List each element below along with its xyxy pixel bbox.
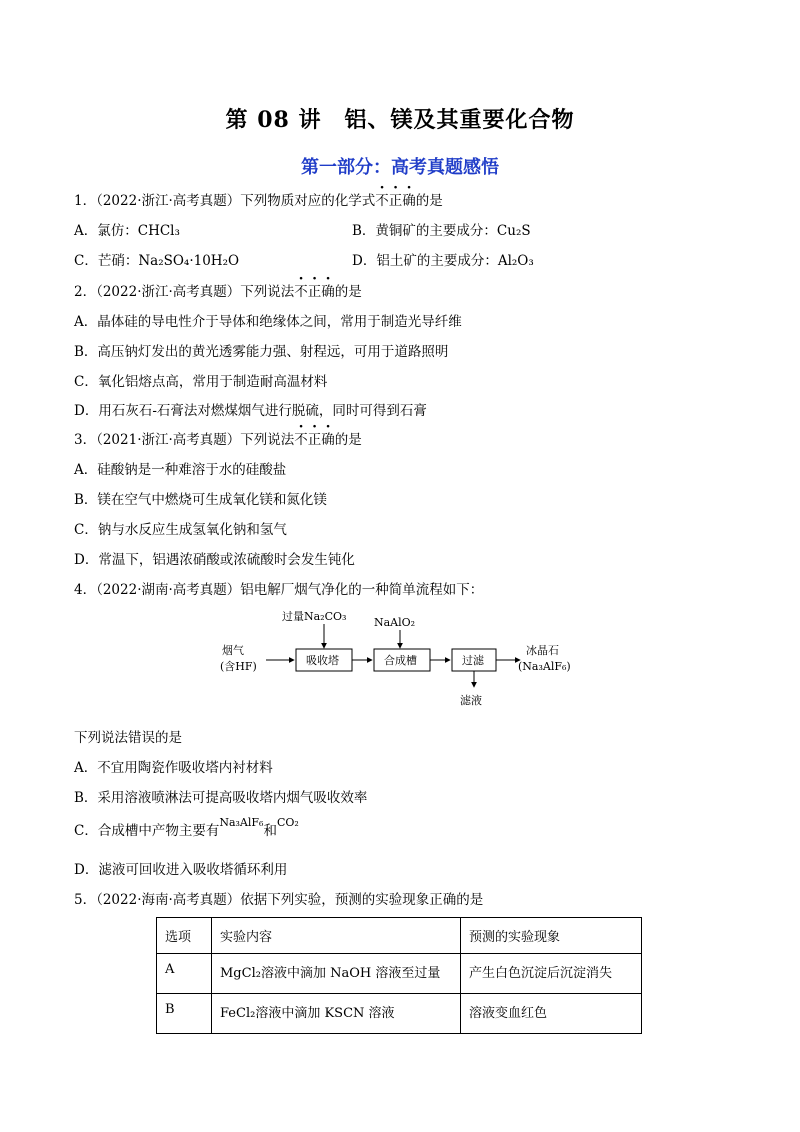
question-2-stem: 2．（2022·浙江·高考真题）下列说法不正确的是 [74, 284, 362, 300]
question-1-stem: 1．（2022·浙江·高考真题）下列物质对应的化学式不正确的是 [74, 193, 443, 209]
table-cell: 产生白色沉淀后沉淀消失 [461, 954, 642, 994]
question-2-option-b: B．高压钠灯发出的黄光透雾能力强、射程远，可用于道路照明 [74, 344, 449, 360]
table-row [157, 954, 642, 994]
question-3-option-b: B．镁在空气中燃烧可生成氧化镁和氮化镁 [74, 492, 327, 508]
process-flow-diagram [220, 608, 580, 712]
table-cell: B [157, 994, 212, 1034]
page-title: 第 08 讲 铝、镁及其重要化合物 [225, 107, 575, 133]
flow-product-label: 冰晶石 [526, 644, 559, 657]
question-2-option-d: D．用石灰石-石膏法对燃煤烟气进行脱硫，同时可得到石膏 [74, 403, 427, 419]
section-heading: 第一部分：高考真题感悟 [301, 157, 499, 178]
question-1-option-a: A．氯仿：CHCl₃ [74, 223, 180, 239]
table-cell: FeCl₂溶液中滴加 KSCN 溶液 [212, 994, 461, 1034]
question-5-stem: 5．（2022·海南·高考真题）依据下列实验，预测的实验现象正确的是 [74, 892, 484, 908]
flow-box-1: 吸收塔 [306, 654, 339, 667]
question-1-option-d: D．铝土矿的主要成分：Al₂O₃ [352, 253, 534, 269]
table-header-cell: 实验内容 [212, 918, 461, 954]
flow-input-label: 烟气 [222, 644, 244, 657]
question-4-option-b: B．采用溶液喷淋法可提高吸收塔内烟气吸收效率 [74, 790, 368, 806]
flow-byproduct: 滤液 [460, 694, 482, 707]
table-row [157, 994, 642, 1034]
flow-reagent-2: NaAlO₂ [374, 616, 416, 629]
table-cell: A [157, 954, 212, 994]
question-3-option-d: D．常温下，铝遇浓硝酸或浓硫酸时会发生钝化 [74, 552, 355, 568]
question-3-stem: 3．（2021·浙江·高考真题）下列说法不正确的是 [74, 432, 362, 448]
table-header-cell: 选项 [157, 918, 212, 954]
question-2-option-c: C．氧化铝熔点高，常用于制造耐高温材料 [74, 374, 328, 390]
flow-box-2: 合成槽 [384, 654, 417, 667]
question-1-option-b: B．黄铜矿的主要成分：Cu₂S [352, 223, 531, 239]
question-1-option-c: C．芒硝：Na₂SO₄·10H₂O [74, 253, 240, 269]
flow-product-formula: (Na₃AlF₆) [518, 660, 571, 673]
table-cell: MgCl₂溶液中滴加 NaOH 溶液至过量 [212, 954, 461, 994]
question-3-option-c: C．钠与水反应生成氢氧化钠和氢气 [74, 522, 287, 538]
table-header-cell: 预测的实验现象 [461, 918, 642, 954]
question-4-option-c: C．合成槽中产物主要有$^{Na_3AlF_6}$和$^{CO_2}$ [74, 816, 299, 839]
formula-cryolite: Na₃AlF₆ [219, 816, 264, 829]
question-4-option-d: D．滤液可回收进入吸收塔循环利用 [74, 862, 288, 878]
question-4-stem: 4．（2022·湖南·高考真题）铝电解厂烟气净化的一种简单流程如下： [74, 582, 484, 598]
experiment-table [156, 917, 642, 1034]
flow-reagent-1: 过量Na₂CO₃ [282, 610, 347, 623]
table-header-row [157, 918, 642, 954]
flow-input-note: (含HF) [220, 660, 257, 673]
question-4-option-a: A．不宜用陶瓷作吸收塔内衬材料 [74, 760, 273, 776]
question-2-option-a: A．晶体硅的导电性介于导体和绝缘体之间，常用于制造光导纤维 [74, 314, 462, 330]
formula-carbon-dioxide: CO₂ [276, 816, 299, 829]
flow-box-3: 过滤 [462, 654, 484, 667]
question-4-question: 下列说法错误的是 [74, 730, 182, 746]
table-cell: 溶液变血红色 [461, 994, 642, 1034]
question-3-option-a: A．硅酸钠是一种难溶于水的硅酸盐 [74, 462, 287, 478]
